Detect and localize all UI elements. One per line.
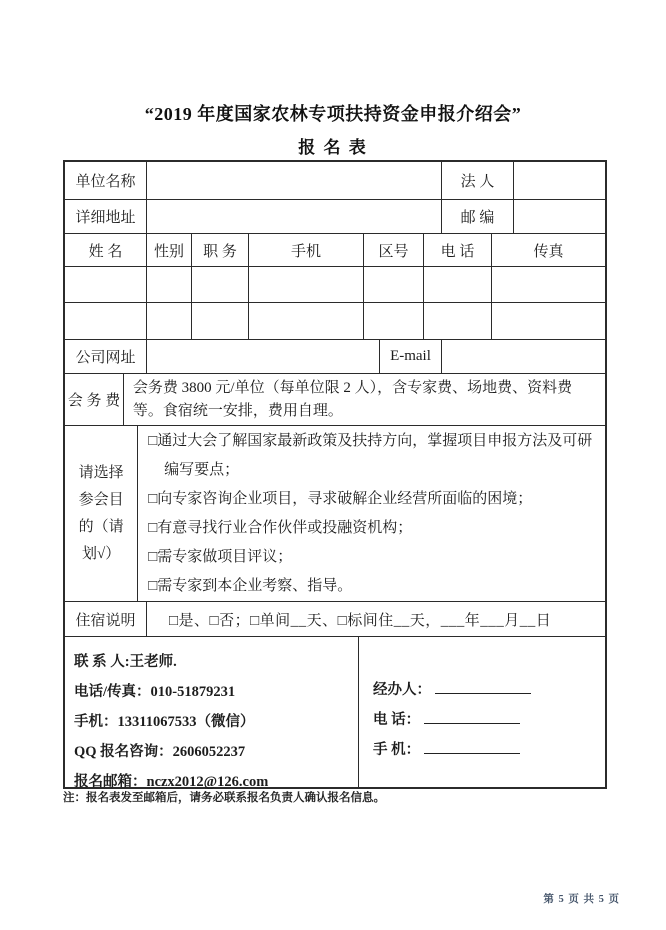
- checkbox-icon: □: [148, 548, 158, 565]
- lodging-label: 住宿说明: [65, 602, 147, 636]
- address-label: 详细地址: [65, 200, 147, 233]
- handler-name-label: 经办人：: [373, 682, 431, 698]
- document-subtitle: 报 名 表: [298, 138, 368, 157]
- attendee2-mobile-cell: [249, 303, 364, 339]
- lodging-row: [65, 602, 605, 637]
- footnote: 注：报名表发至邮箱后，请务必联系报名负责人确认报名信息。: [63, 792, 385, 804]
- attendee2-gender-cell: [147, 303, 192, 339]
- col-header-areacode: 区号: [364, 234, 424, 266]
- attendee1-phone-cell: [424, 267, 492, 302]
- website-value-cell: [147, 340, 380, 373]
- contact-person-line: 联 系 人:王老师.: [74, 654, 177, 670]
- col-header-mobile: 手机: [249, 234, 364, 266]
- contact-row: [65, 637, 605, 790]
- lodging-options: □是、□否；□单间__天、□标间住__天，___年___月__日: [169, 612, 552, 629]
- checkbox-icon: □: [148, 519, 158, 536]
- attendee1-areacode-cell: [364, 267, 424, 302]
- purpose-option-5-text: 需专家到本企业考察、指导。: [157, 577, 353, 594]
- col-header-name: 姓 名: [65, 234, 147, 266]
- purpose-options: [138, 426, 605, 601]
- attendee-header-row: [65, 234, 605, 267]
- checkbox-icon: □: [148, 490, 158, 507]
- attendee2-fax-cell: [492, 303, 605, 339]
- applicant-handler-block: [359, 637, 605, 787]
- handler-name-field: [373, 675, 531, 705]
- contact-email-line: 报名邮箱：nczx2012@126.com: [74, 774, 269, 790]
- attendee1-fax-cell: [492, 267, 605, 302]
- registration-form-table: [63, 160, 607, 789]
- col-header-gender: 性别: [147, 234, 192, 266]
- checkbox-icon: □: [148, 432, 158, 449]
- attendee2-title-cell: [192, 303, 249, 339]
- handler-phone-blank: [424, 710, 520, 725]
- title-block: [0, 100, 666, 158]
- unit-name-label: 单位名称: [65, 162, 147, 199]
- page-number: 第 5 页 共 5 页: [543, 894, 620, 905]
- email-label: E-mail: [380, 340, 442, 373]
- handler-phone-label: 电 话：: [373, 712, 421, 728]
- attendee1-gender-cell: [147, 267, 192, 302]
- attendee1-title-cell: [192, 267, 249, 302]
- website-row: [65, 340, 605, 374]
- contact-qq-line: QQ 报名咨询：2606052237: [74, 744, 246, 760]
- purpose-option-5: [148, 572, 352, 601]
- legal-person-value-cell: [514, 162, 605, 199]
- handler-mobile-field: [373, 735, 520, 765]
- unit-name-value-cell: [147, 162, 442, 199]
- website-label: 公司网址: [65, 340, 147, 373]
- attendee-row-1: [65, 267, 605, 303]
- attendee1-mobile-cell: [249, 267, 364, 302]
- purpose-option-3: [148, 514, 412, 543]
- col-header-fax: 传真: [533, 243, 564, 260]
- checkbox-icon: □: [148, 577, 158, 594]
- address-row: [65, 200, 605, 234]
- purpose-label: 请选择参会目的（请划√）: [65, 426, 138, 601]
- handler-name-blank: [435, 680, 531, 695]
- purpose-option-4: [148, 543, 292, 572]
- col-header-title: 职 务: [192, 234, 249, 266]
- organizer-contact-block: [65, 637, 359, 790]
- fee-label: 会 务 费: [65, 374, 124, 425]
- fee-row: [65, 374, 605, 426]
- contact-mobile-line: 手机：13311067533（微信）: [74, 714, 255, 730]
- handler-mobile-label: 手 机：: [373, 742, 421, 758]
- purpose-option-1-text: 通过大会了解国家最新政策及扶持方向，掌握项目申报方法及可研编写要点；: [157, 432, 593, 478]
- col-header-phone: 电 话: [424, 234, 492, 266]
- purpose-option-1: [148, 427, 597, 485]
- document-title: “2019 年度国家农林专项扶持资金申报介绍会”: [144, 104, 522, 124]
- purpose-row: [65, 426, 605, 602]
- attendee2-name-cell: [65, 303, 147, 339]
- attendee1-name-cell: [65, 267, 147, 302]
- purpose-option-2-text: 向专家咨询企业项目，寻求破解企业经营所面临的困境；: [157, 490, 533, 507]
- address-value-cell: [147, 200, 442, 233]
- postcode-label: 邮 编: [442, 200, 514, 233]
- handler-phone-field: [373, 705, 520, 735]
- handler-mobile-blank: [424, 740, 520, 755]
- purpose-option-3-text: 有意寻找行业合作伙伴或投融资机构；: [157, 519, 413, 536]
- postcode-value-cell: [514, 200, 605, 233]
- attendee2-areacode-cell: [364, 303, 424, 339]
- attendee2-phone-cell: [424, 303, 492, 339]
- email-value-cell: [442, 340, 605, 373]
- fee-description: 会务费 3800 元/单位（每单位限 2 人），含专家费、场地费、资料费等。食宿统一安排，费用自理。: [132, 379, 573, 419]
- purpose-option-4-text: 需专家做项目评议；: [157, 548, 293, 565]
- contact-phone-fax-line: 电话/传真：010-51879231: [74, 684, 236, 700]
- attendee-row-2: [65, 303, 605, 340]
- legal-person-label: 法 人: [442, 162, 514, 199]
- purpose-option-2: [148, 485, 532, 514]
- unit-name-row: [65, 162, 605, 200]
